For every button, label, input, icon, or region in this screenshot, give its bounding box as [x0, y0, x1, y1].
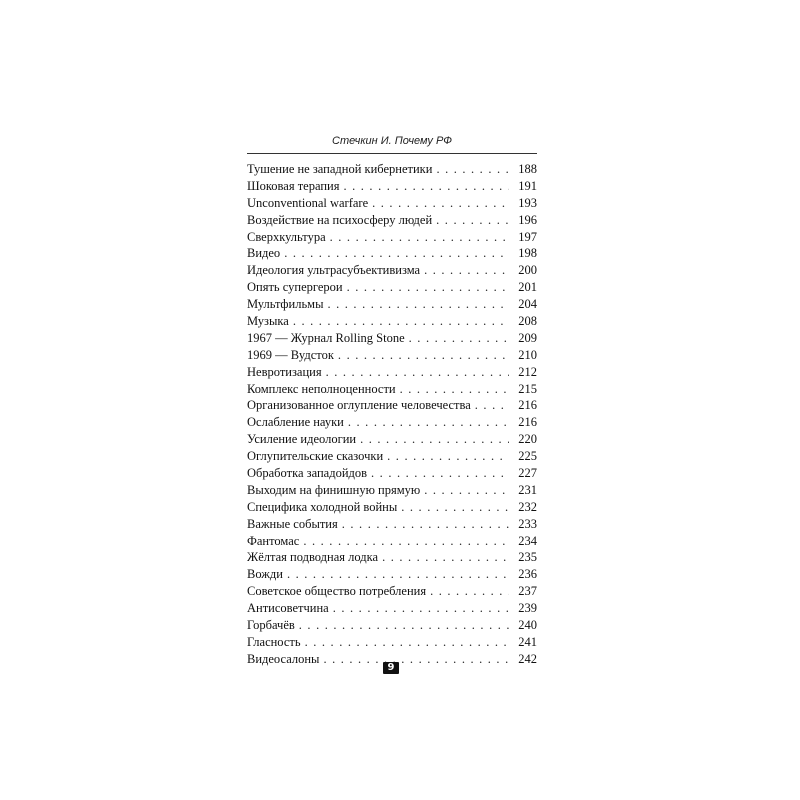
toc-entry-page: 225	[518, 449, 537, 464]
toc-entry-title: Шоковая терапия	[247, 178, 340, 193]
toc-entry-page: 239	[518, 601, 537, 616]
toc-entry-page: 241	[518, 634, 537, 649]
toc-entry-page: 188	[518, 162, 537, 176]
toc-entry-page: 216	[518, 398, 537, 413]
table-of-contents	[247, 161, 537, 668]
toc-dot-leader	[436, 161, 509, 178]
toc-entry-page: 235	[518, 550, 537, 565]
toc-entry-title: Мультфильмы	[247, 297, 324, 312]
toc-entry	[247, 178, 537, 195]
toc-entry-page: 200	[518, 263, 537, 278]
toc-dot-leader	[424, 262, 509, 279]
toc-entry-page: 198	[518, 246, 537, 261]
toc-entry	[247, 397, 537, 414]
toc-entry-page: 236	[518, 567, 537, 582]
toc-dot-leader	[360, 431, 509, 448]
toc-entry-title: Комплекс неполноценности	[247, 381, 396, 396]
toc-entry	[247, 516, 537, 533]
toc-dot-leader	[326, 364, 509, 381]
toc-dot-leader	[430, 583, 509, 600]
toc-entry-page: 201	[518, 280, 537, 295]
toc-entry-page: 240	[518, 618, 537, 633]
toc-dot-leader	[333, 600, 509, 617]
toc-entry-page: 233	[518, 516, 537, 531]
toc-entry	[247, 245, 537, 262]
toc-entry-page: 231	[518, 482, 537, 497]
toc-entry-page: 208	[518, 314, 537, 329]
toc-entry	[247, 634, 537, 651]
toc-entry	[247, 600, 537, 617]
toc-dot-leader	[436, 212, 509, 229]
toc-dot-leader	[371, 465, 509, 482]
toc-entry-title: Видеосалоны	[247, 651, 320, 666]
toc-entry-title: Ослабление науки	[247, 415, 344, 430]
toc-entry-page: 215	[518, 381, 537, 396]
toc-entry-title: Горбачёв	[247, 618, 295, 633]
toc-entry-page: 191	[518, 178, 537, 193]
toc-entry-title: Видео	[247, 246, 281, 261]
toc-entry-title: Вожди	[247, 567, 283, 582]
toc-entry	[247, 583, 537, 600]
toc-dot-leader	[343, 178, 509, 195]
toc-dot-leader	[387, 448, 509, 465]
toc-entry-title: Фантомас	[247, 533, 300, 548]
toc-dot-leader	[401, 499, 509, 516]
toc-dot-leader	[409, 330, 509, 347]
toc-entry	[247, 533, 537, 550]
toc-entry-title: Воздействие на психосферу людей	[247, 212, 433, 227]
toc-dot-leader	[303, 533, 509, 550]
toc-entry-page: 227	[518, 466, 537, 481]
toc-entry	[247, 414, 537, 431]
toc-entry-title: 1967 — Журнал Rolling Stone	[247, 330, 405, 345]
toc-dot-leader	[299, 617, 509, 634]
toc-entry	[247, 229, 537, 246]
toc-entry	[247, 212, 537, 229]
toc-entry-title: Unconventional warfare	[247, 195, 369, 210]
toc-entry-page: 197	[518, 229, 537, 244]
toc-entry-page: 242	[518, 651, 537, 666]
toc-entry-page: 204	[518, 297, 537, 312]
toc-entry-title: Советское общество потребления	[247, 584, 427, 599]
toc-entry-page: 232	[518, 499, 537, 514]
toc-entry-title: Выходим на финишную прямую	[247, 482, 421, 497]
toc-entry-title: Обработка западойдов	[247, 466, 368, 481]
toc-entry-page: 210	[518, 347, 537, 362]
toc-dot-leader	[338, 347, 509, 364]
toc-entry-page: 193	[518, 195, 537, 210]
toc-entry	[247, 617, 537, 634]
toc-entry-title: Оглупительские сказочки	[247, 449, 384, 464]
toc-entry	[247, 465, 537, 482]
toc-entry-title: Усиление идеологии	[247, 432, 357, 447]
toc-dot-leader	[305, 634, 509, 651]
toc-entry	[247, 364, 537, 381]
page-number: 9	[383, 662, 399, 674]
toc-dot-leader	[348, 414, 509, 431]
toc-entry-page: 196	[518, 212, 537, 227]
toc-entry-title: Невротизация	[247, 364, 322, 379]
toc-dot-leader	[293, 313, 509, 330]
toc-entry	[247, 313, 537, 330]
header-rule	[247, 153, 537, 154]
toc-entry	[247, 448, 537, 465]
toc-entry	[247, 347, 537, 364]
toc-entry	[247, 381, 537, 398]
toc-entry	[247, 566, 537, 583]
toc-dot-leader	[424, 482, 509, 499]
toc-dot-leader	[284, 245, 509, 262]
toc-entry-title: Антисоветчина	[247, 601, 329, 616]
toc-entry-title: Важные события	[247, 516, 338, 531]
toc-entry-title: Жёлтая подводная лодка	[247, 550, 379, 565]
toc-dot-leader	[400, 381, 509, 398]
toc-entry-title: Опять супергерои	[247, 280, 343, 295]
toc-dot-leader	[372, 195, 509, 212]
toc-entry	[247, 330, 537, 347]
toc-dot-leader	[347, 279, 509, 296]
toc-entry	[247, 161, 537, 178]
toc-entry-page: 234	[518, 533, 537, 548]
toc-entry-page: 220	[518, 432, 537, 447]
toc-entry-title: 1969 — Вудсток	[247, 347, 334, 362]
toc-entry-page: 237	[518, 584, 537, 599]
toc-entry-title: Идеология ультрасубъективизма	[247, 263, 421, 278]
toc-entry-title: Гласность	[247, 634, 301, 649]
toc-entry	[247, 482, 537, 499]
toc-dot-leader	[342, 516, 509, 533]
toc-dot-leader	[327, 296, 509, 313]
toc-entry	[247, 279, 537, 296]
toc-entry	[247, 549, 537, 566]
toc-entry-title: Тушение не западной кибернетики	[247, 162, 433, 176]
toc-entry-page: 209	[518, 330, 537, 345]
toc-entry-title: Сверхкультура	[247, 229, 326, 244]
toc-dot-leader	[330, 229, 509, 246]
toc-dot-leader	[382, 549, 509, 566]
running-header: Стечкин И. Почему РФ	[332, 135, 452, 147]
toc-entry	[247, 195, 537, 212]
toc-entry	[247, 431, 537, 448]
toc-entry-title: Организованное оглупление человечества	[247, 398, 471, 413]
toc-entry	[247, 296, 537, 313]
toc-entry-page: 212	[518, 364, 537, 379]
toc-entry	[247, 262, 537, 279]
toc-entry-title: Музыка	[247, 314, 289, 329]
toc-entry	[247, 499, 537, 516]
toc-entry-page: 216	[518, 415, 537, 430]
toc-dot-leader	[287, 566, 509, 583]
toc-entry-title: Специфика холодной войны	[247, 499, 398, 514]
toc-dot-leader	[323, 651, 509, 668]
toc-dot-leader	[475, 397, 509, 414]
